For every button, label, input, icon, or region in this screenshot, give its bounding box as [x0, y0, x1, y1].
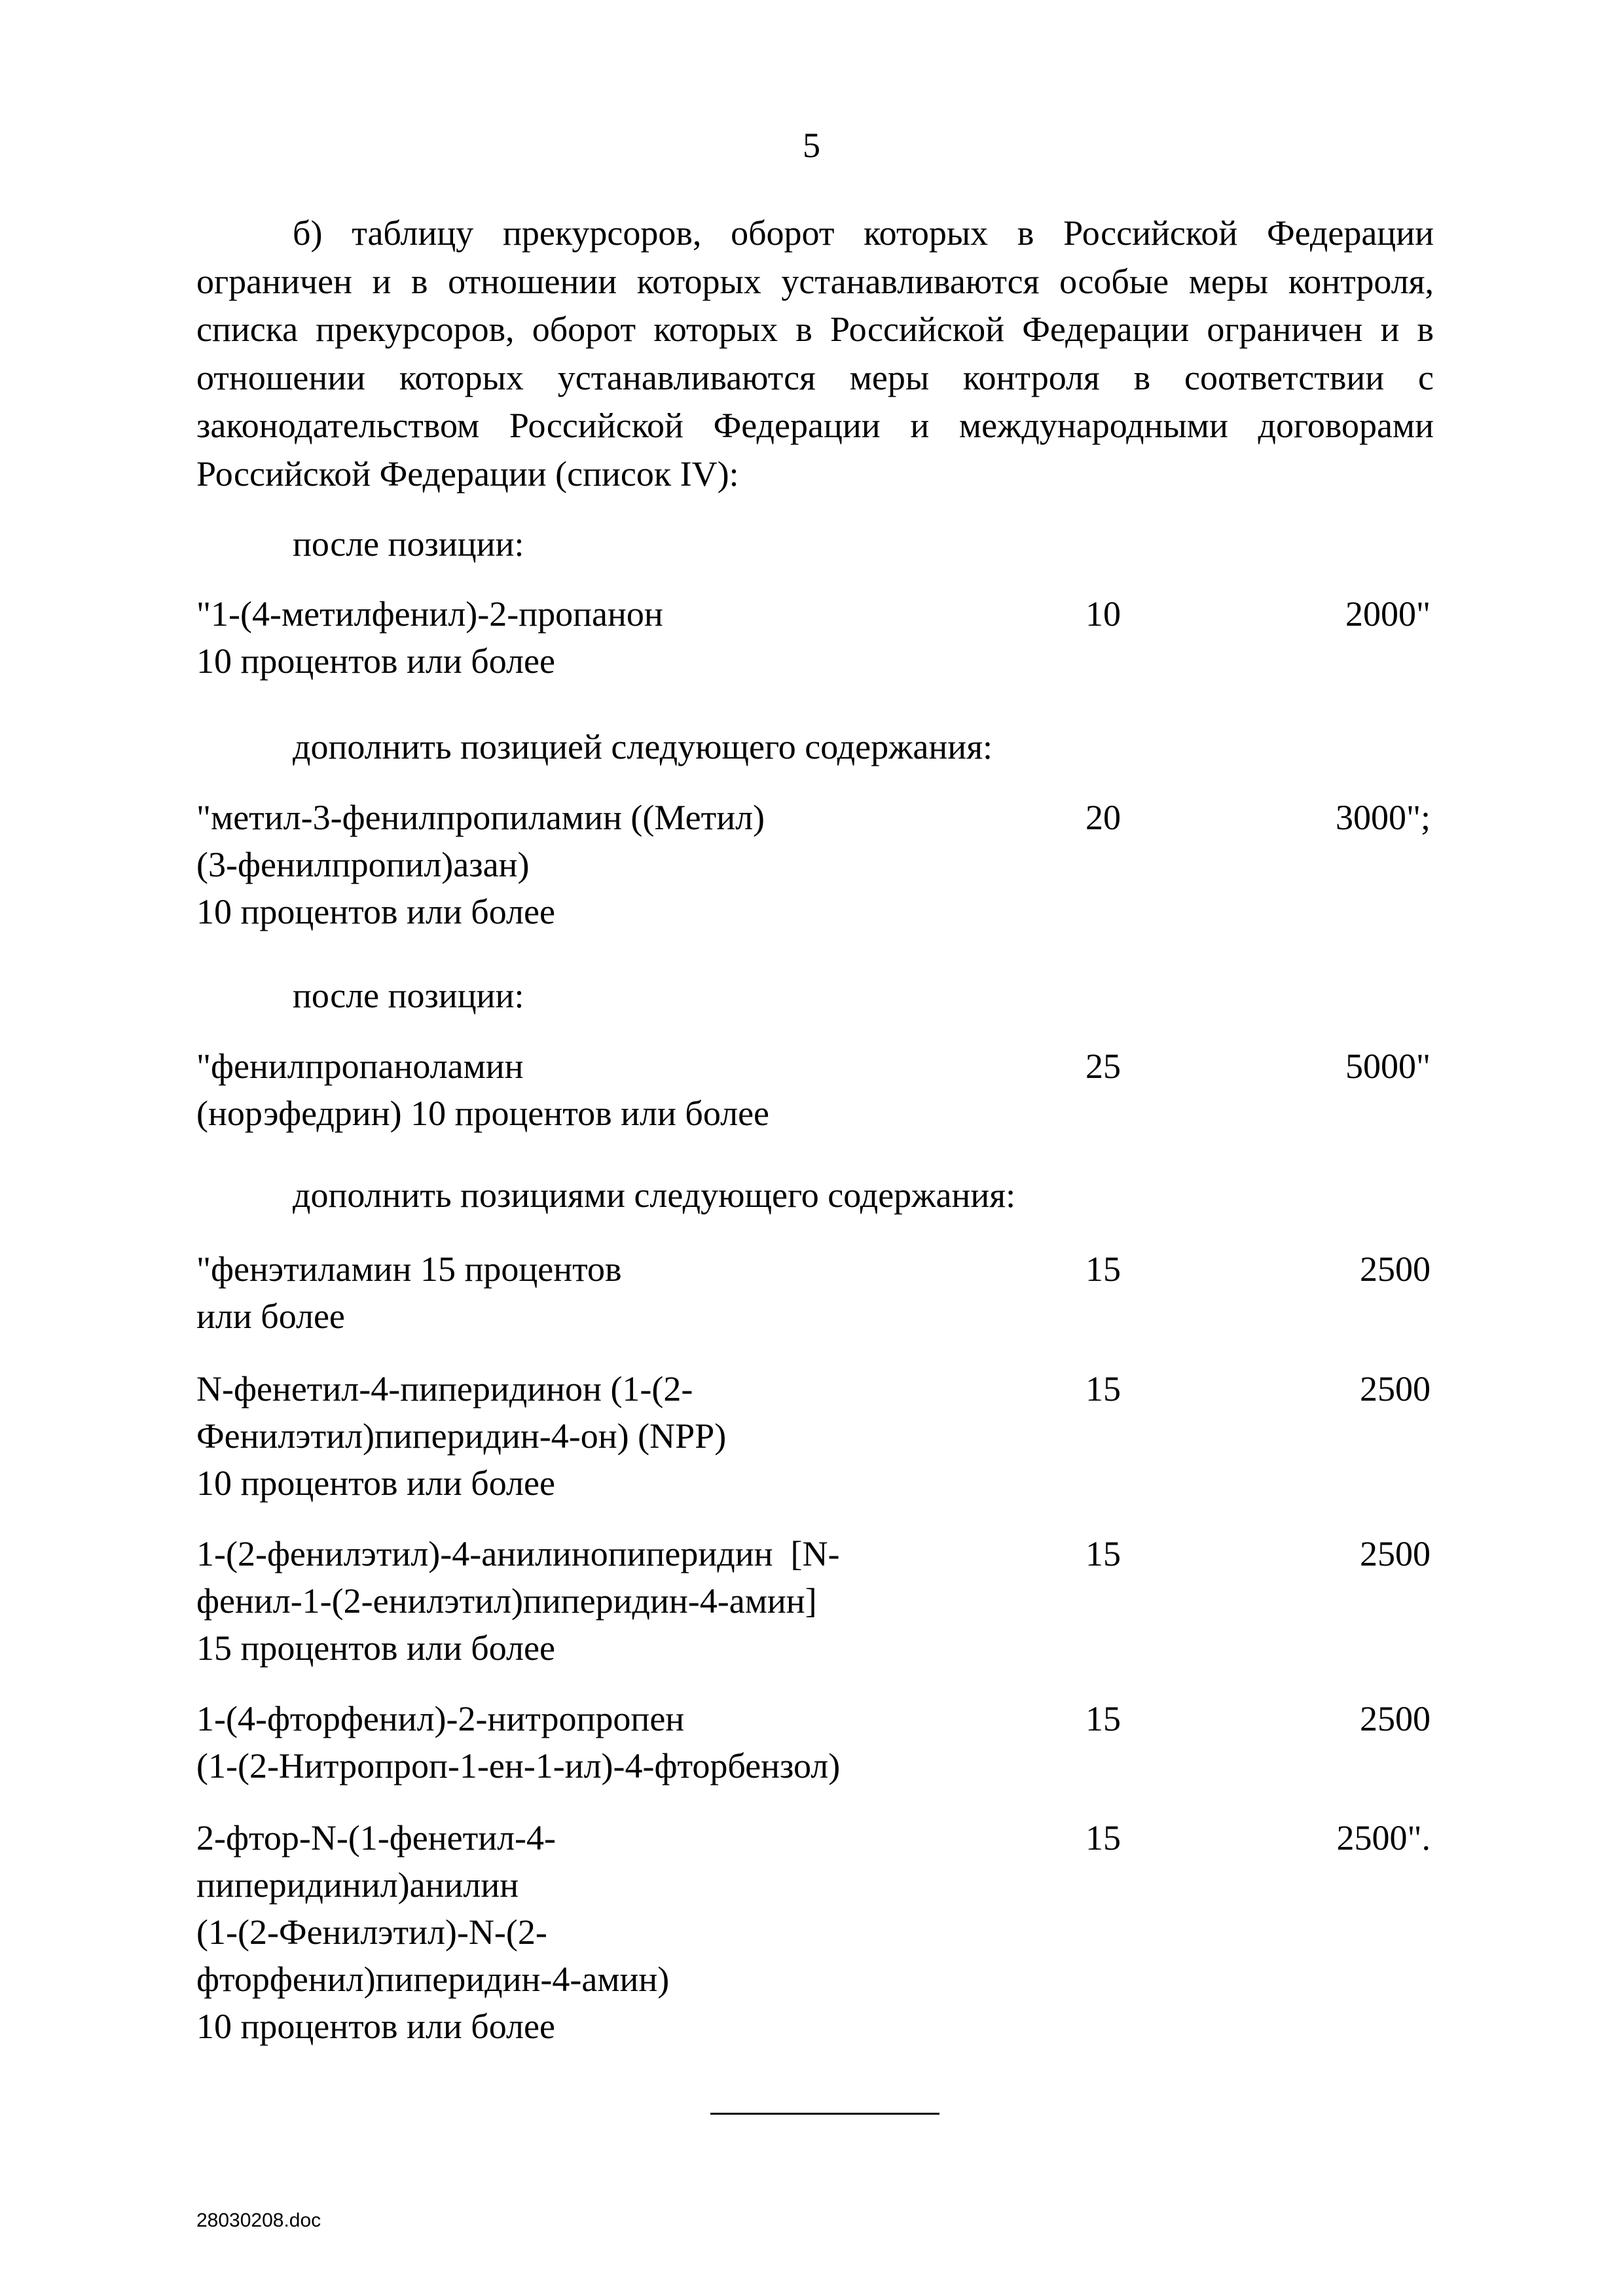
precursor-name-line: "фенэтиламин 15 процентов — [196, 1249, 622, 1289]
precursor-name-line: "1-(4-метилфенил)-2-пропанон — [196, 594, 663, 634]
precursor-value-2: 2500". — [1336, 1818, 1431, 1857]
end-separator-line — [710, 2113, 939, 2115]
precursor-name-line: (1-(2-Фенилэтил)-N-(2- — [196, 1912, 547, 1952]
precursor-value-2: 5000" — [1345, 1047, 1431, 1086]
precursor-name-line: "фенилпропаноламин — [196, 1047, 524, 1086]
precursor-name — [196, 1365, 943, 1507]
precursor-value-2: 2500 — [1360, 1534, 1431, 1573]
precursor-name-line: "метил-3-фенилпропиламин ((Метил) — [196, 798, 765, 837]
precursor-name-line: фторфенил)пиперидин-4-амин) — [196, 1960, 670, 1999]
precursor-value-2: 2000" — [1345, 594, 1431, 634]
footer-filename: 28030208.doc — [196, 2210, 321, 2231]
precursor-value-2: 2500 — [1360, 1369, 1431, 1408]
precursor-value-2: 2500 — [1360, 1699, 1431, 1738]
precursor-name — [196, 794, 943, 935]
instruction-after-position: после позиции: — [293, 524, 524, 564]
precursor-name-line: 10 процентов или более — [196, 641, 555, 681]
precursor-value-1: 15 — [1085, 1534, 1121, 1573]
precursor-name-line: (3-фенилпропил)азан) — [196, 845, 530, 884]
precursor-value-1: 20 — [1085, 798, 1121, 837]
precursor-value-1: 15 — [1085, 1699, 1121, 1738]
precursor-value-1: 25 — [1085, 1047, 1121, 1086]
precursor-name-line: пиперидинил)анилин — [196, 1865, 519, 1905]
instruction-add-positions: дополнить позициями следующего содержания: — [293, 1175, 1016, 1215]
precursor-name-line: (норэфедрин) 10 процентов или более — [196, 1094, 770, 1133]
precursor-name — [196, 590, 943, 685]
precursor-name-line: фенил-1-(2-енилэтил)пиперидин-4-амин] — [196, 1581, 817, 1621]
precursor-name — [196, 1530, 943, 1672]
precursor-name — [196, 1043, 943, 1137]
precursor-name-line: 10 процентов или более — [196, 2007, 555, 2046]
precursor-name-line: или более — [196, 1297, 345, 1336]
precursor-name-line: 10 процентов или более — [196, 1463, 555, 1503]
precursor-value-1: 15 — [1085, 1249, 1121, 1289]
page-number: 5 — [803, 126, 820, 165]
precursor-name-line: 1-(2-фенилэтил)-4-анилинопиперидин [N- — [196, 1534, 840, 1573]
precursor-name — [196, 1695, 943, 1789]
precursor-name — [196, 1246, 943, 1340]
precursor-name — [196, 1814, 943, 2050]
intro-paragraph: б) таблицу прекурсоров, оборот которых в Российской Федерации ограничен и в отношении которых устанавливаются особые меры контроля, списка прекурсоров, оборот которых в Российской Федерации ограничен и в отношении которых устанавливаются меры контроля в соответствии с законодательством Российской Федерации и международными договорами Российской Федерации (список IV): — [196, 213, 1434, 493]
precursor-value-1: 15 — [1085, 1369, 1121, 1408]
precursor-value-2: 3000"; — [1335, 798, 1431, 837]
precursor-value-1: 10 — [1085, 594, 1121, 634]
precursor-name-line: Фенилэтил)пиперидин-4-он) (NPP) — [196, 1416, 727, 1456]
precursor-name-line: (1-(2-Нитропроп-1-ен-1-ил)-4-фторбензол) — [196, 1746, 841, 1785]
precursor-name-line: 1-(4-фторфенил)-2-нитропропен — [196, 1699, 685, 1738]
instruction-add-position: дополнить позицией следующего содержания: — [293, 727, 993, 766]
instruction-after-position: после позиции: — [293, 976, 524, 1015]
precursor-name-line: 15 процентов или более — [196, 1628, 555, 1668]
precursor-value-1: 15 — [1085, 1818, 1121, 1857]
precursor-name-line: N-фенетил-4-пиперидинон (1-(2- — [196, 1369, 693, 1408]
precursor-name-line: 2-фтор-N-(1-фенетил-4- — [196, 1818, 556, 1857]
precursor-value-2: 2500 — [1360, 1249, 1431, 1289]
precursor-name-line: 10 процентов или более — [196, 892, 555, 931]
